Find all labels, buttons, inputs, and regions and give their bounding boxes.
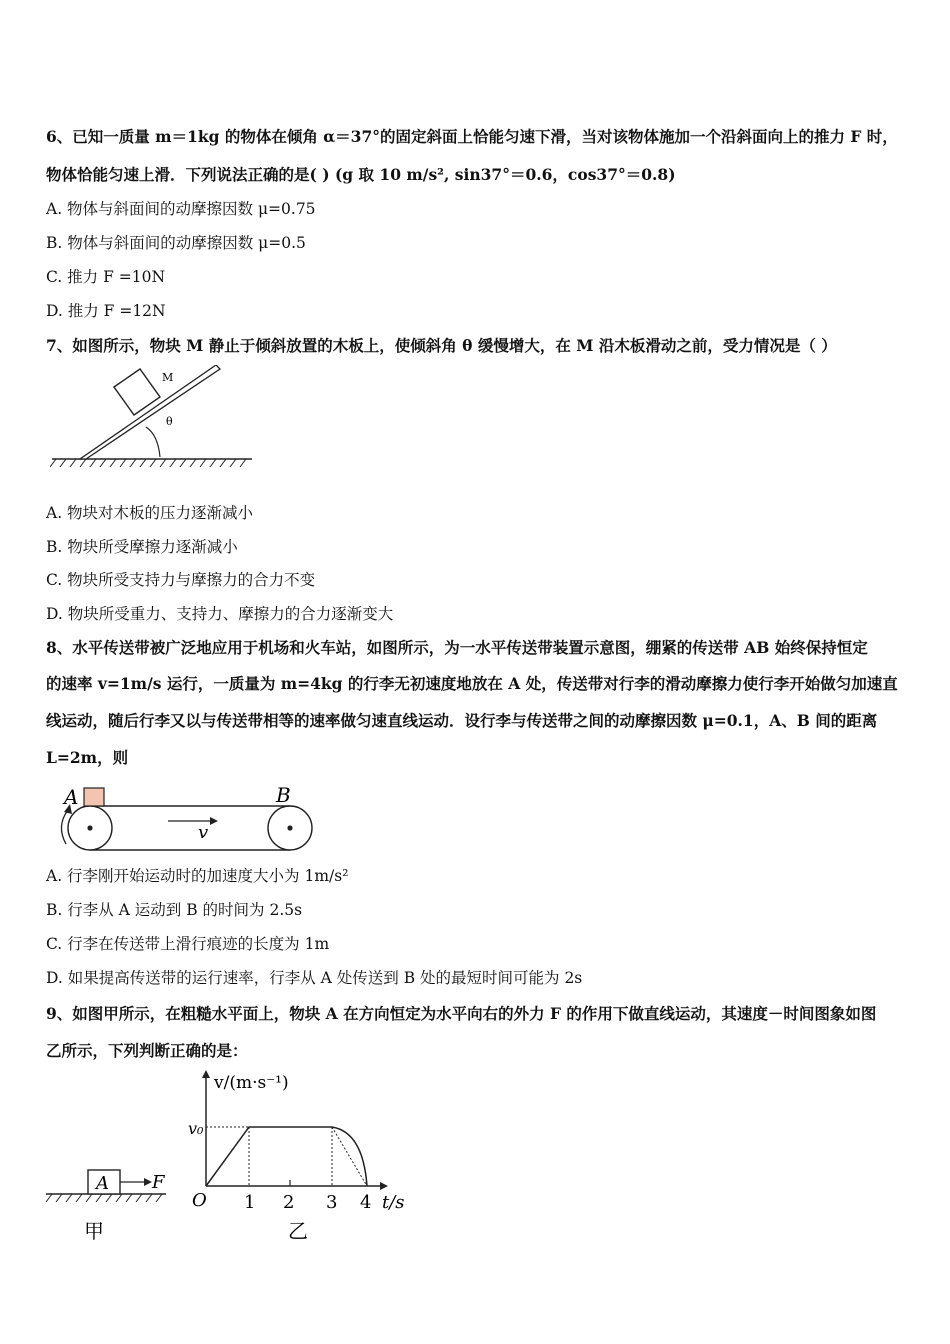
q6-option-d: D. 推力 F =12N: [46, 302, 166, 320]
q7-label-theta: θ: [166, 415, 173, 428]
q6-option-c: C. 推力 F =10N: [46, 268, 166, 286]
q7-incline-figure: [50, 365, 255, 470]
q6-option-a: A. 物体与斜面间的动摩擦因数 μ=0.75: [46, 200, 316, 218]
q8-conveyor-figure: [44, 782, 324, 857]
q7-option-d: D. 物块所受重力、支持力、摩擦力的合力逐渐变大: [46, 605, 394, 623]
q9-force-label: F: [152, 1172, 165, 1193]
q8-label-b: B: [276, 783, 291, 807]
q8-option-b: B. 行李从 A 运动到 B 的时间为 2.5s: [46, 901, 303, 919]
q8-stem-line1: 8、水平传送带被广泛地应用于机场和火车站，如图所示，为一水平传送带装置示意图，绷紧的传送带 AB 始终保持恒定: [46, 638, 868, 657]
q9-x-tick-1: 1: [244, 1192, 256, 1213]
q8-stem-line4: L=2m，则: [46, 748, 129, 767]
q9-y-tick-v0: v₀: [188, 1119, 204, 1138]
q9-x-tick-4: 4: [360, 1192, 372, 1213]
q8-label-v: v: [198, 822, 209, 843]
q9-x-axis-label: t/s: [382, 1192, 405, 1213]
q7-label-m: M: [162, 371, 174, 384]
q7-option-b: B. 物块所受摩擦力逐渐减小: [46, 538, 238, 556]
q9-stem-line2: 乙所示，下列判断正确的是：: [46, 1041, 248, 1060]
q9-y-axis-label: v/(m·s⁻¹): [214, 1073, 289, 1093]
q9-x-tick-2: 2: [283, 1192, 295, 1213]
q9-figure-yi: [180, 1066, 410, 1246]
q7-option-c: C. 物块所受支持力与摩擦力的合力不变: [46, 571, 316, 589]
q7-stem: 7、如图所示，物块 M 静止于倾斜放置的木板上，使倾斜角 θ 缓慢增大，在 M 沿木板滑动之前，受力情况是（ ）: [46, 336, 837, 355]
q9-caption-jia: 甲: [84, 1219, 104, 1243]
q8-option-c: C. 行李在传送带上滑行痕迹的长度为 1m: [46, 935, 330, 953]
q8-stem-line3: 线运动，随后行李又以与传送带相等的速率做匀速直线运动．设行李与传送带之间的动摩擦因数 μ=0.1，A、B 间的距离: [46, 711, 878, 730]
q9-figure-jia: [44, 1160, 174, 1245]
q6-stem-line2: 物体恰能匀速上滑．下列说法正确的是( ) (g 取 10 m/s², sin37°＝0.6，cos37°＝0.8): [46, 165, 676, 184]
q9-stem-line1: 9、如图甲所示，在粗糙水平面上，物块 A 在方向恒定为水平向右的外力 F 的作用下做直线运动，其速度－时间图象如图: [46, 1004, 877, 1023]
q8-label-a: A: [64, 785, 79, 809]
q8-stem-line2: 的速率 v=1m/s 运行，一质量为 m=4kg 的行李无初速度地放在 A 处，传送带对行李的滑动摩擦力使行李开始做匀加速直: [46, 674, 898, 693]
q6-option-b: B. 物体与斜面间的动摩擦因数 μ=0.5: [46, 234, 306, 252]
q9-block-label: A: [96, 1173, 109, 1194]
q8-option-a: A. 行李刚开始运动时的加速度大小为 1m/s²: [46, 867, 349, 885]
q9-caption-yi: 乙: [288, 1219, 308, 1243]
q7-option-a: A. 物块对木板的压力逐渐减小: [46, 504, 254, 522]
q8-option-d: D. 如果提高传送带的运行速率，行李从 A 处传送到 B 处的最短时间可能为 2s: [46, 969, 583, 987]
q9-origin-label: O: [192, 1190, 207, 1211]
q9-x-tick-3: 3: [326, 1192, 338, 1213]
q6-stem-line1: 6、已知一质量 m＝1kg 的物体在倾角 α＝37°的固定斜面上恰能匀速下滑，当对该物体施加一个沿斜面向上的推力 F 时，: [46, 127, 898, 146]
